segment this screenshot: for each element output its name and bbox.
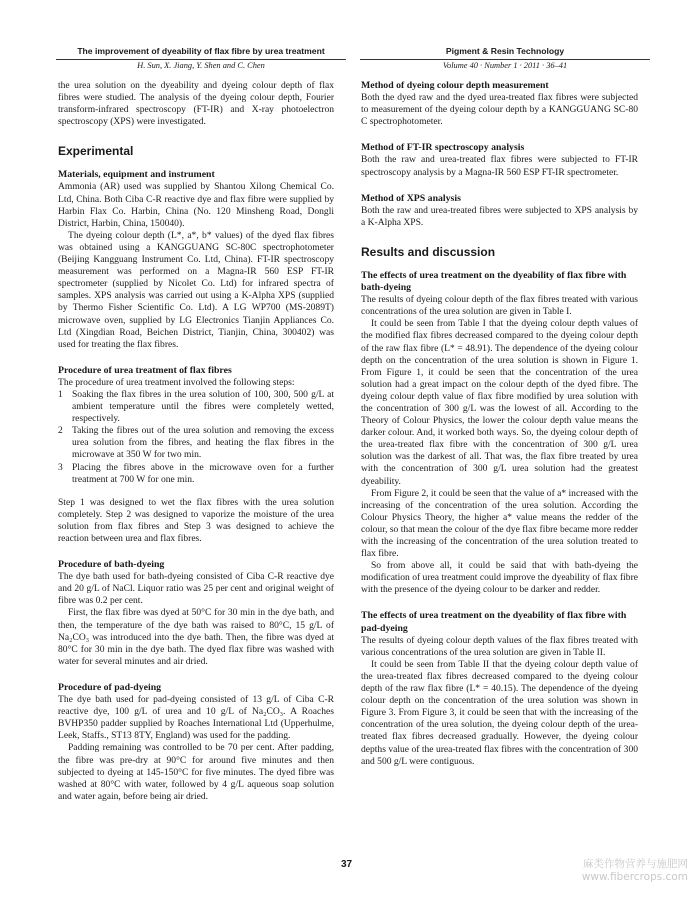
steps-followup: Step 1 was designed to wet the flax fibres with the urea solution completely. Step 2 was designed to vaporize the moisture of the urea solution from flax fibres and Step 3 was designed to achieve the reaction between urea and flax fibres. [58, 496, 334, 544]
subheading-materials: Materials, equipment and instrument [58, 169, 215, 181]
running-header-right [360, 46, 650, 71]
left-column [58, 80, 334, 803]
right-column [361, 80, 638, 768]
watermark-site-name: 麻类作物营养与施肥网 [583, 858, 688, 870]
bath-effects-paragraph-1: The results of dyeing colour depth of the flax fibres treated with various concentrations of the urea solution are given in Table I. [361, 294, 638, 318]
watermark [566, 858, 688, 884]
list-item [58, 462, 334, 486]
page-number: 37 [340, 859, 353, 870]
subheading-xps-method: Method of XPS analysis [361, 192, 461, 204]
pad-effects-paragraph-1: The results of dyeing colour depth values of the flax fibres treated with various concentrations of the urea solution are given in Table II. [361, 634, 638, 658]
step-text: Soaking the flax fibres in the urea solution of 100, 300, 500 g/L at ambient temperature until the fibres were completely wetted, respectively. [72, 388, 334, 425]
procedure-steps [58, 389, 334, 486]
article-title: The improvement of dyeability of flax fibre by urea treatment [77, 46, 325, 56]
running-header-left [56, 46, 346, 71]
subheading-ftir-method: Method of FT-IR spectroscopy analysis [361, 142, 525, 154]
depth-method-paragraph: Both the dyed raw and the dyed urea-treated flax fibres were subjected to measurement of the dyeing colour depth by a KANGGUANG SC-80 C spectrophotometer. [361, 92, 638, 128]
subheading-bath-dyeing: Procedure of bath-dyeing [58, 559, 165, 571]
bath-effects-paragraph-3: From Figure 2, it could be seen that the value of a* increased with the increasing of the concentration of the urea solution. According the Colour Physics Theory, the higher a* value means the redder of the colour, so that mean the colour of the dye flax fibre became more redder with the increasing of the concentration of the urea solution treated to flax fibre. [361, 487, 638, 560]
bath-effects-paragraph-4: So from above all, it could be said that with bath-dyeing the modification of urea treatment could improve the dyeability of flax fibre with the presence of the dyeing colour to be darker and redder. [361, 560, 638, 596]
bath-paragraph-2: First, the flax fibre was dyed at 50°C for 30 min in the dye bath, and then, the temperature of the dye bath was raised to 80°C, 15 g/L of Na₂CO₃ was introduced into the dye bath. Then, the fibre was dyed at 80°C for 30 min in the dye bath. The dyed flax fibre was washed with water for several minutes and air dried. [58, 607, 334, 667]
procedure-intro: The procedure of urea treatment involved the following steps: [58, 376, 295, 388]
subheading-pad-dyeing: Procedure of pad-dyeing [58, 681, 162, 693]
step-text: Placing the fibres above in the microwave oven for a further treatment at 700 W for one min. [72, 461, 334, 485]
journal-citation: Volume 40 · Number 1 · 2011 · 36–41 [442, 61, 568, 70]
ftir-method-paragraph: Both the raw and urea-treated flax fibres were subjected to FT-IR spectroscopy analysis by a Magna-IR 560 ESP FT-IR spectrometer. [361, 154, 638, 178]
journal-title: Pigment & Resin Technology [445, 46, 565, 56]
bath-paragraph-1: The dye bath used for bath-dyeing consisted of Ciba C-R reactive dye and 20 g/L of NaCl. Liquor ratio was 25 per cent and original weight of fibre was 0.2 per cent. [58, 571, 334, 607]
subheading-depth-method: Method of dyeing colour depth measurement [361, 80, 549, 91]
list-item [58, 425, 334, 461]
step-number: 3 [58, 461, 63, 473]
pad-effects-paragraph-2: It could be seen from Table II that the dyeing colour depth value of the urea-treated flax fibres decreased compared to the dyeing colour depth of the raw flax fibre (L* = 40.15). The dependence of the dyeing colour depth on the concentration of the urea solution was shown in Figure 3. From Figure 3, it could be seen that with the increasing of the concentration of the urea solution, the dyeing colour depth of the urea-treated flax fibres decreased gradually. However, the dyeing colour depths value of the urea-treated flax fibres with the concentration of 300 and 500 g/L were contiguous. [361, 658, 638, 767]
pad-paragraph-2: Padding remaining was controlled to be 70 per cent. After padding, the fibre was pre-dry at 90°C for around five minutes and then subjected to dyeing at 145-150°C for five minutes. The dyed fibre was washed at 80°C with water, followed by 4 g/L aqueous soap solution and water again, before being air dried. [58, 742, 334, 802]
list-item [58, 389, 334, 425]
instruments-paragraph: The dyeing colour depth (L*, a*, b* values) of the dyed flax fibres was obtained using a KANGGUANG SC-80C spectrophotometer (Beijing Kangguang Instrument Co. Ltd, China). FT-IR spectroscopy measurement was performed on a Magna-IR 560 ESP FT-IR spectrometer (supplied by Nicolet Co. Ltd) for infrared spectra of samples. XPS analysis was carried out using a K-Alpha XPS (supplied by Thermo Fisher Scientific Co. Ltd). A LG WP700 (MS-2089T) microwave oven, supplied by LG Electronics Tianjin Appliances Co. Ltd (Xingdian Road, Beichen District, Tianjin, China, 300402) was used for treating the flax fibres. [58, 229, 334, 350]
watermark-url: www.fibercrops.com [581, 871, 688, 883]
section-heading-results: Results and discussion [361, 244, 496, 259]
step-number: 1 [58, 388, 63, 400]
xps-method-paragraph: Both the raw and urea-treated fibres were subjected to XPS analysis by a K-Alpha XPS. [361, 204, 638, 228]
subheading-bath-effects: The effects of urea treatment on the dyeability of flax fibre with bath-dyeing [361, 269, 627, 294]
intro-paragraph: the urea solution on the dyeability and dyeing colour depth of flax fibres were studied. The analysis of the dyeing colour depth, Fourier transform-infrared spectroscopy (FT-IR) and X-ray photoelectron spectroscopy (XPS) were investigated. [58, 80, 334, 128]
step-text: Taking the fibres out of the urea solution and removing the excess urea solution from the fibres, and heating the flax fibres in the microwave at 350 W for two min. [72, 425, 334, 461]
step-number: 2 [58, 425, 63, 437]
article-authors: H. Sun, X. Jiang, Y. Shen and C. Chen [137, 61, 265, 70]
materials-paragraph: Ammonia (AR) used was supplied by Shantou Xilong Chemical Co. Ltd, China. Both Ciba C-R reactive dye and flax fibre were supplied by Harbin Flax Co. Harbin, China (No. 120 Minsheng Road, Dongli District, Harbin, China, 150040). [58, 181, 334, 229]
subheading-urea-procedure: Procedure of urea treatment of flax fibres [58, 364, 232, 376]
section-heading-experimental: Experimental [58, 144, 134, 159]
pad-paragraph-1: The dye bath used for pad-dyeing consisted of 13 g/L of Ciba C-R reactive dye, 100 g/L of urea and 10 g/L of Na₂CO₃. A Roaches BVHP350 padder supplied by Roaches International Ltd (Upperhulme, Leek, Staffs., ST13 8TY, England) was used for the padding. [58, 694, 334, 742]
bath-effects-paragraph-2: It could be seen from Table I that the dyeing colour depth values of the modified flax fibres decreased compared to the dyeing colour depth of the raw flax fibre (L* = 48.91). The dependence of the dyeing colour depth on the concentration of the urea solution is shown in Figure 1. From Figure 1, it could be seen that the concentration of the urea solution had a great impact on the colour depth of the dyed fibre. The dyeing colour depth value of flax fibre modified by urea solution with the concentration of 300 g/L was the lowest of all. According to the Theory of Colour Physics, the lower the colour depth value means the darker colour. And, it worked both ways. So, the dyeing colour depth of the urea-treated flax fibre with the concentration of 300 g/L urea solution was the darkest of all. That was, the flax fibre treated by urea with the concentration of 300 g/L urea solution had the greatest dyeability. [361, 318, 638, 487]
subheading-pad-effects: The effects of urea treatment on the dyeability of flax fibre with pad-dyeing [361, 610, 627, 634]
